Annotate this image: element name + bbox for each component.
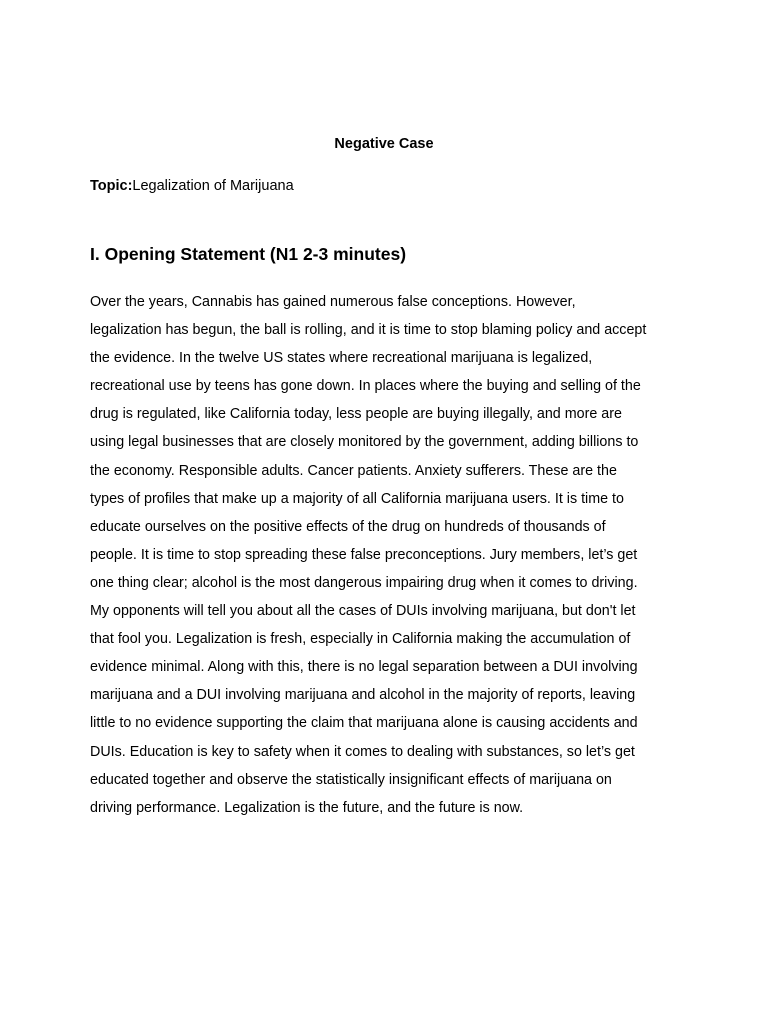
paragraph-line: My opponents will tell you about all the cases of DUIs involving marijuana, but don't let [90,603,636,620]
topic-label: Topic: [90,178,133,194]
paragraph-line: educate ourselves on the positive effects of the drug on hundreds of thousands of [90,518,606,535]
opening-statement-paragraph [90,288,690,822]
section-heading: I. Opening Statement (N1 2-3 minutes) [90,244,407,264]
paragraph-line: one thing clear; alcohol is the most dangerous impairing drug when it comes to driving. [90,574,638,591]
paragraph-line: recreational use by teens has gone down. In places where the buying and selling of the [90,378,641,395]
paragraph-line: educated together and observe the statistically insignificant effects of marijuana on [90,771,612,788]
paragraph-line: types of profiles that make up a majority of all California marijuana users. It is time to [90,490,624,507]
paragraph-line: driving performance. Legalization is the future, and the future is now. [90,799,524,816]
paragraph-line: the economy. Responsible adults. Cancer patients. Anxiety sufferers. These are the [90,462,617,479]
paragraph-line: DUIs. Education is key to safety when it comes to dealing with substances, so let’s get [90,743,635,760]
paragraph-line: Over the years, Cannabis has gained numerous false conceptions. However, [90,294,576,310]
paragraph-line: legalization has begun, the ball is rolling, and it is time to stop blaming policy and accept [90,322,647,339]
paragraph-line: people. It is time to stop spreading these false preconceptions. Jury members, let’s get [90,546,638,563]
topic-value: Legalization of Marijuana [132,178,294,194]
paragraph-line: that fool you. Legalization is fresh, especially in California making the accumulation of [90,631,631,648]
paragraph-line: little to no evidence supporting the claim that marijuana alone is causing accidents and [90,715,638,732]
topic-line [90,177,294,195]
document-title: Negative Case [334,136,434,152]
paragraph-line: using legal businesses that are closely monitored by the government, adding billions to [90,434,639,451]
paragraph-line: the evidence. In the twelve US states where recreational marijuana is legalized, [90,350,593,367]
paragraph-line: drug is regulated, like California today, less people are buying illegally, and more are [90,406,622,423]
paragraph-line: marijuana and a DUI involving marijuana and alcohol in the majority of reports, leaving [90,687,636,704]
paragraph-line: evidence minimal. Along with this, there is no legal separation between a DUI involving [90,659,638,676]
